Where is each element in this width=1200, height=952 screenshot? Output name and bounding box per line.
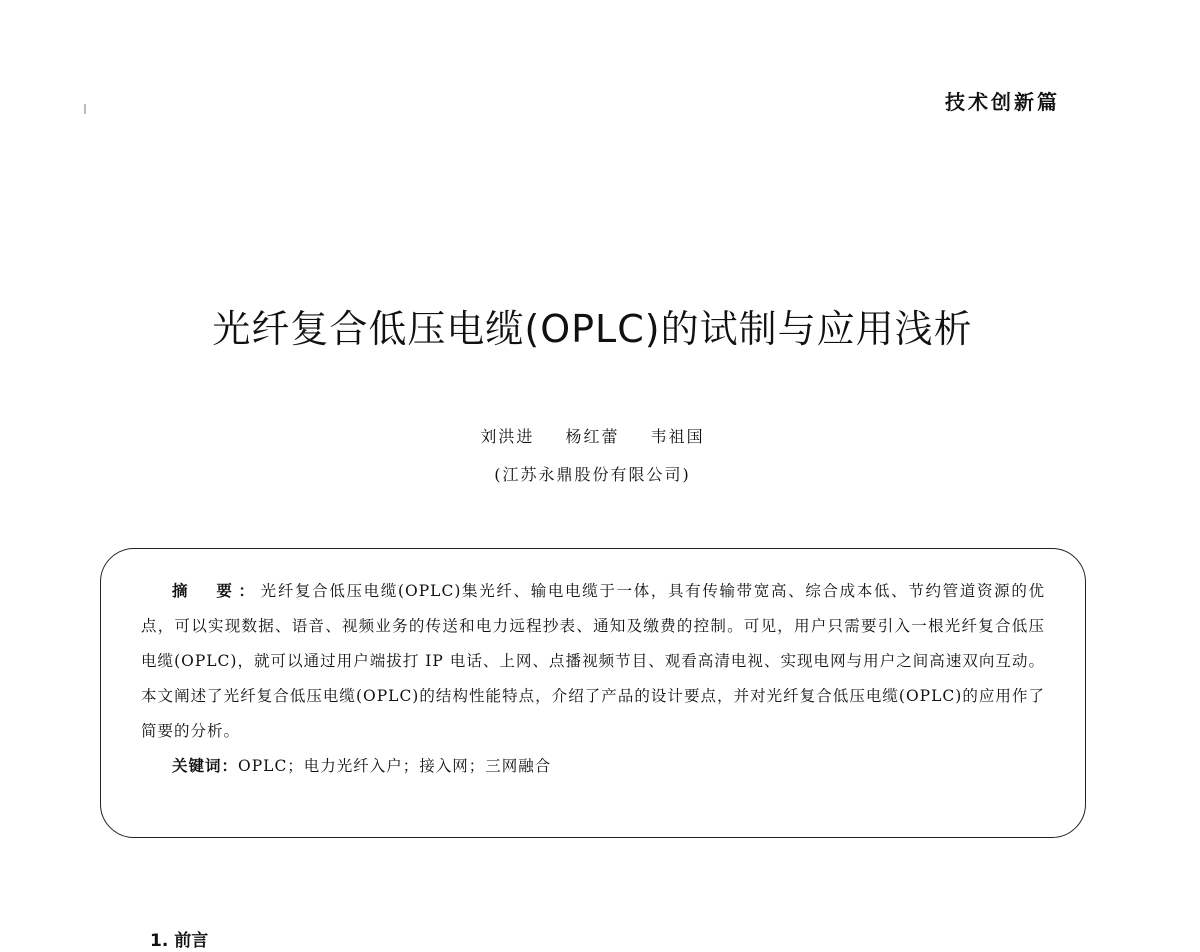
- section-heading: 1. 前言: [150, 931, 209, 951]
- author-name: 韦祖国: [650, 427, 705, 446]
- author-name: 刘洪进: [480, 427, 535, 446]
- paper-title: 光纤复合低压电缆(OPLC)的试制与应用浅析: [212, 307, 973, 351]
- abstract-text: 光纤复合低压电缆(OPLC)集光纤、输电电缆于一体，具有传输带宽高、综合成本低、节约管道资源的优点，可以实现数据、语音、视频业务的传送和电力远程抄表、通知及缴费的控制。可见，用户只需要引入一根光纤复合低压电缆(OPLC)，就可以通过用户端拔打 IP 电话、上网、点播视频节目、观看高清电视、实现电网与用户之间高速双向互动。本文阐述了光纤复合低压电缆(OPLC)的结构性能特点，介绍了产品的设计要点，并对光纤复合低压电缆(OPLC)的应用作了简要的分析。: [141, 582, 1045, 740]
- keywords-label: 关键词：: [172, 757, 239, 775]
- author-list: [0, 424, 1185, 447]
- keywords-text: OPLC；电力光纤入户；接入网；三网融合: [238, 757, 552, 775]
- abstract-paragraph: [141, 573, 1045, 749]
- author-affiliation: (江苏永鼎股份有限公司): [494, 465, 691, 484]
- keywords-line: [141, 749, 1045, 784]
- abstract-box: [100, 548, 1086, 838]
- scan-margin-mark: [84, 104, 86, 114]
- author-name: 杨红蕾: [565, 427, 620, 446]
- section-header: 技术创新篇: [945, 90, 1060, 114]
- abstract-label: 摘 要：: [172, 581, 261, 600]
